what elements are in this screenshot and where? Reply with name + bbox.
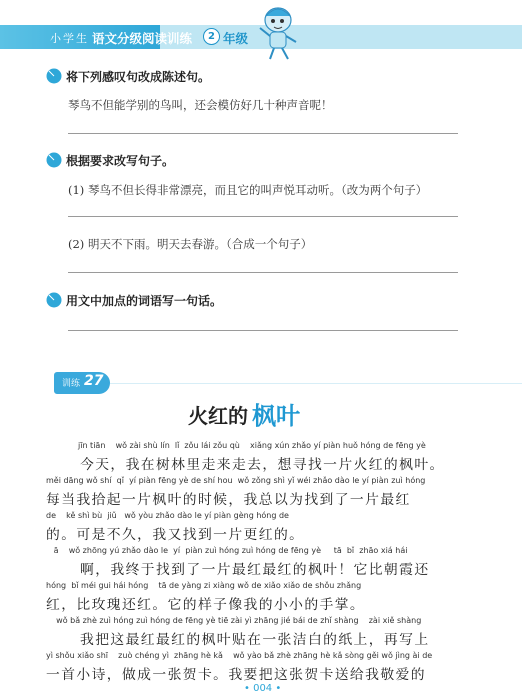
answer-line[interactable] [68, 272, 458, 273]
grade-number-badge: 2 [203, 28, 220, 45]
question-3-badge-icon [46, 152, 62, 168]
question-2-title: 将下列感叹句改成陈述句。 [66, 70, 211, 84]
question-4-title: 用文中加点的词语写一句话。 [66, 294, 223, 308]
mascot-icon [250, 2, 310, 62]
answer-line[interactable] [68, 133, 458, 134]
question-2-badge-icon [46, 68, 62, 84]
pinyin-line: ā wǒ zhōng yú zhǎo dào le yí piàn zuì hóng zuì hóng de fēng yè tā bǐ zhāo xiá hái [46, 546, 408, 555]
passage-line: 一首小诗，做成一张贺卡。我要把这张贺卡送给我敬爱的 [46, 667, 426, 683]
pinyin-line: de kě shì bù jiǔ wǒ yòu zhǎo dào le yí piàn gèng hóng de [46, 511, 289, 520]
pinyin-line: jīn tiān wǒ zài shù lín lǐ zǒu lái zǒu qù xiǎng xún zhǎo yí piàn huǒ hóng de fēng yè [78, 441, 426, 450]
series-title: 语文分级阅读训练 [92, 31, 193, 46]
answer-line[interactable] [68, 216, 458, 217]
question-3-item-2: (2) 明天不下雨。明天去春游。（合成一个句子） [68, 237, 313, 251]
tab-divider [110, 383, 522, 384]
question-2-sentence: 琴鸟不但能学别的鸟叫，还会模仿好几十种声音呢！ [68, 98, 333, 112]
pinyin-line: yì shǒu xiǎo shī zuò chéng yì zhāng hè kǎ wǒ yào bǎ zhè zhāng hè kǎ sòng gěi wǒ jìng ài de [46, 651, 433, 660]
grade-label: 年级 [223, 31, 249, 46]
passage-line: 每当我拾起一片枫叶的时候，我总以为找到了一片最红 [46, 492, 411, 508]
lesson-tab-number: 27 [84, 373, 104, 389]
passage-line: 今天，我在树林里走来走去，想寻找一片火红的枫叶。 [80, 457, 445, 473]
brand-label: 小学生 [50, 32, 89, 45]
passage-line: 啊，我终于找到了一片最红最红的枫叶！它比朝霞还 [80, 562, 430, 578]
pinyin-line: wǒ bǎ zhè zuì hóng zuì hóng de fēng yè tiē zài yì zhāng jié bái de zhǐ shàng zài xiě shàng [46, 616, 422, 625]
lesson-tab-label: 训练 [62, 379, 81, 389]
pinyin-line: měi dāng wǒ shí qǐ yí piàn fēng yè de shí hou wǒ zǒng shì yǐ wéi zhǎo dào le yí piàn zuì hóng [46, 476, 426, 485]
pinyin-line: hóng bǐ méi gui hái hóng tā de yàng zi xiàng wǒ de xiǎo xiǎo de shǒu zhǎng [46, 581, 362, 590]
lesson-title-plain: 火红的 [188, 404, 248, 428]
passage-line: 的。可是不久，我又找到一片更红的。 [46, 527, 305, 543]
passage-line: 红，比玫瑰还红。它的样子像我的小小的手掌。 [46, 597, 366, 613]
question-3-title: 根据要求改写句子。 [66, 154, 175, 168]
answer-line[interactable] [68, 330, 458, 331]
page-number: • 004 • [244, 683, 282, 694]
lesson-title-accent: 枫叶 [252, 402, 300, 430]
passage-line: 我把这最红最红的枫叶贴在一张洁白的纸上，再写上 [80, 632, 430, 648]
question-3-item-1: (1) 琴鸟不但长得非常漂亮，而且它的叫声悦耳动听。（改为两个句子） [68, 183, 428, 197]
question-4-badge-icon [46, 292, 62, 308]
